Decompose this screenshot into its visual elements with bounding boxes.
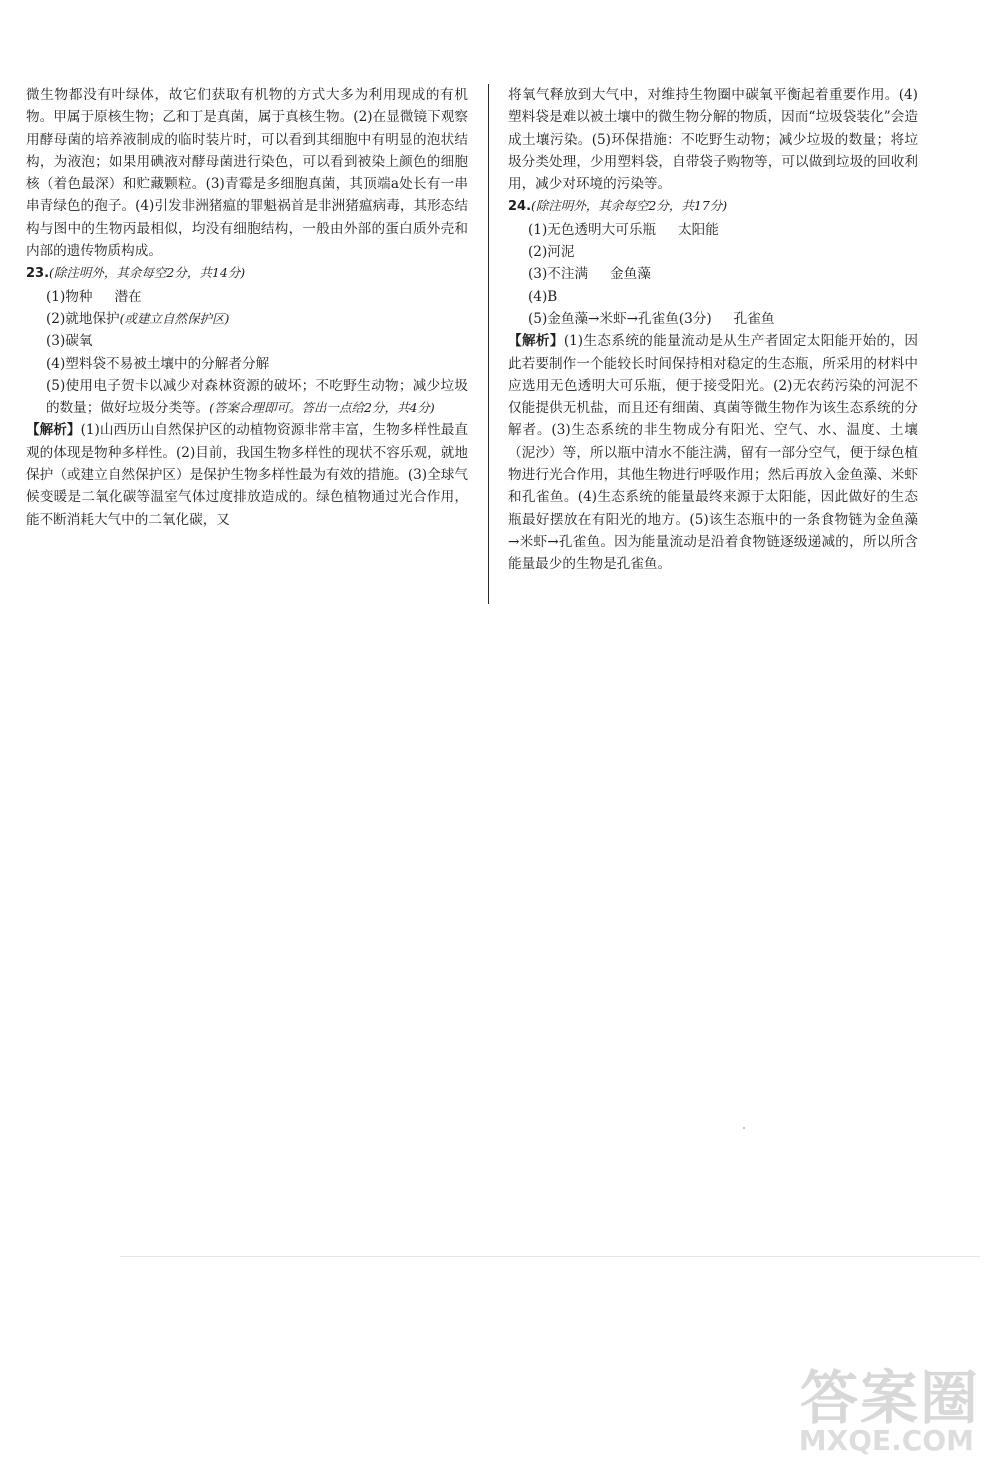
scan-speck <box>743 1127 745 1129</box>
question-23-header <box>26 262 468 285</box>
question-number: 23. <box>26 266 50 282</box>
answer-extra: 金鱼藻 <box>610 266 651 283</box>
left-column <box>26 84 468 531</box>
answer-label: (2)河泥 <box>528 244 575 261</box>
answer-2 <box>26 308 468 330</box>
answer-label: (5)金鱼藻→米虾→孔雀鱼(3分) <box>528 310 712 327</box>
analysis-text: (1)山西历山自然保护区的动植物资源非常丰富，生物多样性最直观的体现是物种多样性。(2)目前，我国生物多样性的现状不容乐观，就地保护（或建立自然保护区）是保护生物多样性最为有效的措施。(3)全球气候变暖是二氧化碳等温室气体过度排放造成的。绿色植物通过光合作用，能不断消耗大气中的二氧化碳，又 <box>26 422 469 528</box>
answer-4 <box>508 286 918 308</box>
answer-label: (4)B <box>528 288 558 305</box>
answer-extra: 孔雀鱼 <box>733 310 775 327</box>
answer-1 <box>508 219 918 241</box>
score-note: (除注明外，其余每空2分，共17分) <box>531 198 728 214</box>
answer-label: (1)无色透明大可乐瓶 <box>528 221 657 238</box>
answer-3 <box>508 263 918 285</box>
scan-line <box>120 1256 980 1257</box>
analysis-paragraph <box>26 419 468 530</box>
answer-label: (4)塑料袋不易被土壤中的分解者分解 <box>46 355 270 372</box>
answer-5 <box>26 375 468 420</box>
continued-paragraph: 将氧气释放到大气中，对维持生物圈中碳氧平衡起着重要作用。(4)塑料袋是难以被土壤中的微生物分解的物质，因而“垃圾袋装化”会造成土壤污染。(5)环保措施：不吃野生动物；减少垃圾的数量；将垃圾分类处理，少用塑料袋，自带袋子购物等，可以做到垃圾的回收利用，减少对环境的污染等。 <box>508 87 918 193</box>
score-note: (除注明外，其余每空2分，共14分) <box>49 265 246 281</box>
question-number: 24. <box>508 199 532 215</box>
question-24-header <box>508 195 918 218</box>
watermark-text: 答案圈 <box>800 1364 981 1432</box>
question-23 <box>26 262 468 531</box>
analysis-paragraph <box>508 330 918 575</box>
answer-label: (3)碳氧 <box>46 333 93 350</box>
question-24 <box>508 195 918 575</box>
column-divider <box>488 84 489 604</box>
answer-note: (答案合理即可。答出一点给2分，共4分) <box>209 400 435 416</box>
answer-extra: 潜在 <box>114 288 142 305</box>
answer-label: (2)就地保护 <box>46 310 120 327</box>
continued-paragraph: 微生物都没有叶绿体，故它们获取有机物的方式大多为利用现成的有机物。甲属于原核生物；乙和丁是真菌，属于真核生物。(2)在显微镜下观察用酵母菌的培养液制成的临时装片时，可以看到其细胞中有明显的泡状结构，为液泡；如果用碘液对酵母菌进行染色，可以看到被染上颜色的细胞核（着色最深）和贮藏颗粒。(3)青霉是多细胞真菌，其顶端a处长有一串串青绿色的孢子。(4)引发非洲猪瘟的罪魁祸首是非洲猪瘟病毒，其形态结构与图中的生物丙最相似，均没有细胞结构，一般由外部的蛋白质外壳和内部的遗传物质构成。 <box>26 87 468 260</box>
answer-extra: (或建立自然保护区) <box>119 310 230 326</box>
answer-1 <box>26 286 468 308</box>
answer-label: (3)不注满 <box>528 266 589 283</box>
answer-label: (5)使用电子贺卡以减少对森林资源的破坏；不吃野生动物；减少垃圾的数量；做好垃圾分类等。 <box>46 377 468 417</box>
analysis-tag: 【 解析 】 <box>26 422 81 438</box>
answer-extra: 太阳能 <box>678 221 719 238</box>
analysis-tag: 【 解析 】 <box>508 333 564 349</box>
answer-3 <box>26 330 468 352</box>
analysis-text: (1)生态系统的能量流动是从生产者固定太阳能开始的，因此若要制作一个能较长时间保持相对稳定的生态瓶，所采用的材料中应选用无色透明大可乐瓶，便于接受阳光。(2)无农药污染的河泥不仅能提供无机盐，而且还有细菌、真菌等微生物作为该生态系统的分解者。(3)生态系统的非生物成分有阳光、空气、水、温度、土壤（泥沙）等，所以瓶中清水不能注满，留有一部分空气，便于绿色植物进行光合作用，其他生物进行呼吸作用；然后再放入金鱼藻、米虾和孔雀鱼。(4)生态系统的能量最终来源于太阳能，因此做好的生态瓶最好摆放在有阳光的地方。(5)该生态瓶中的一条食物链为金鱼藻→米虾→孔雀鱼。因为能量流动是沿着食物链逐级递减的，所以所含能量最少的生物是孔雀鱼。 <box>508 333 919 573</box>
right-column <box>508 84 918 576</box>
watermark-url: MXQE.COM <box>798 1424 974 1457</box>
watermark-logo <box>800 1347 980 1457</box>
answer-label: (1)物种 <box>46 288 93 305</box>
answer-5 <box>508 308 918 330</box>
answer-4 <box>26 353 468 375</box>
answer-2 <box>508 241 918 263</box>
